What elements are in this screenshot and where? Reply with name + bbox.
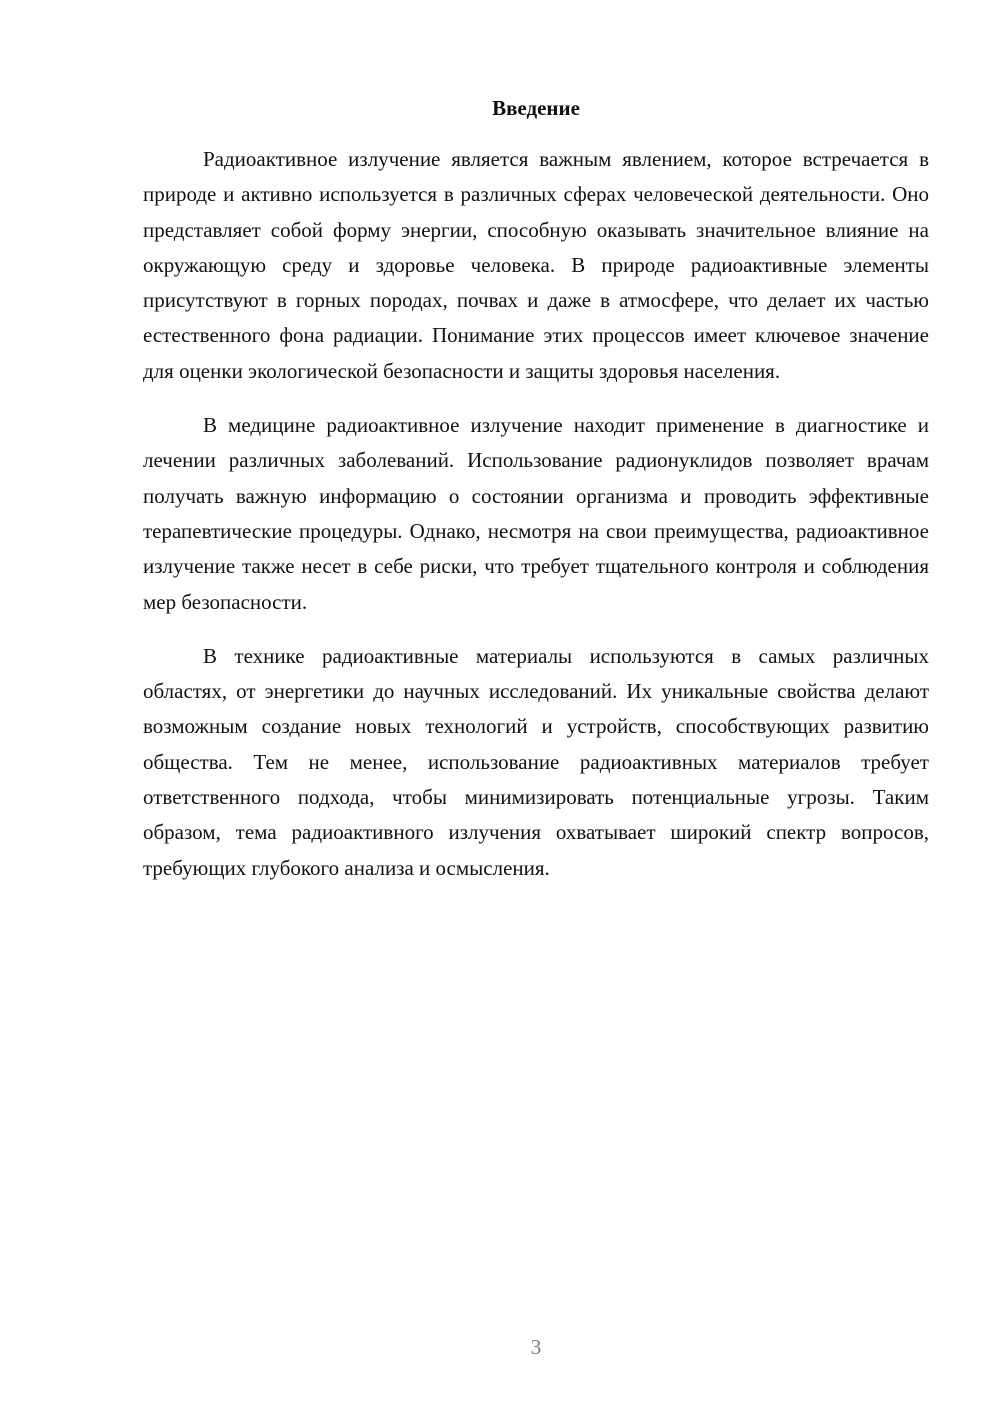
paragraph-technology: В технике радиоактивные материалы используются в самых различных областях, от энергетики до научных исследований. Их уникальные свойства делают возможным создание новых технологий и устройств, способствующих развитию общества. Тем не менее, использование радиоактивных материалов требует ответственного подхода, чтобы минимизировать потенциальные угрозы. Таким образом, тема радиоактивного излучения охватывает широкий спектр вопросов, требующих глубокого анализа и осмысления. (143, 643, 929, 880)
section-title: Введение (492, 96, 580, 120)
page-number: 3 (530, 1335, 542, 1359)
paragraph-nature: Радиоактивное излучение является важным явлением, которое встречается в природе и активно используется в различных сферах человеческой деятельности. Оно представляет собой форму энергии, способную оказывать значительное влияние на окружающую среду и здоровье человека. В природе радиоактивные элементы присутствуют в горных породах, почвах и даже в атмосфере, что делает их частью естественного фона радиации. Понимание этих процессов имеет ключевое значение для оценки экологической безопасности и защиты здоровья населения. (143, 147, 929, 383)
paragraph-medicine: В медицине радиоактивное излучение находит применение в диагностике и лечении различных заболеваний. Использование радионуклидов позволяет врачам получать важную информацию о состоянии организма и проводить эффективные терапевтические процедуры. Однако, несмотря на свои преимущества, радиоактивное излучение также несет в себе риски, что требует тщательного контроля и соблюдения мер безопасности. (143, 413, 929, 614)
body-text (143, 142, 929, 905)
